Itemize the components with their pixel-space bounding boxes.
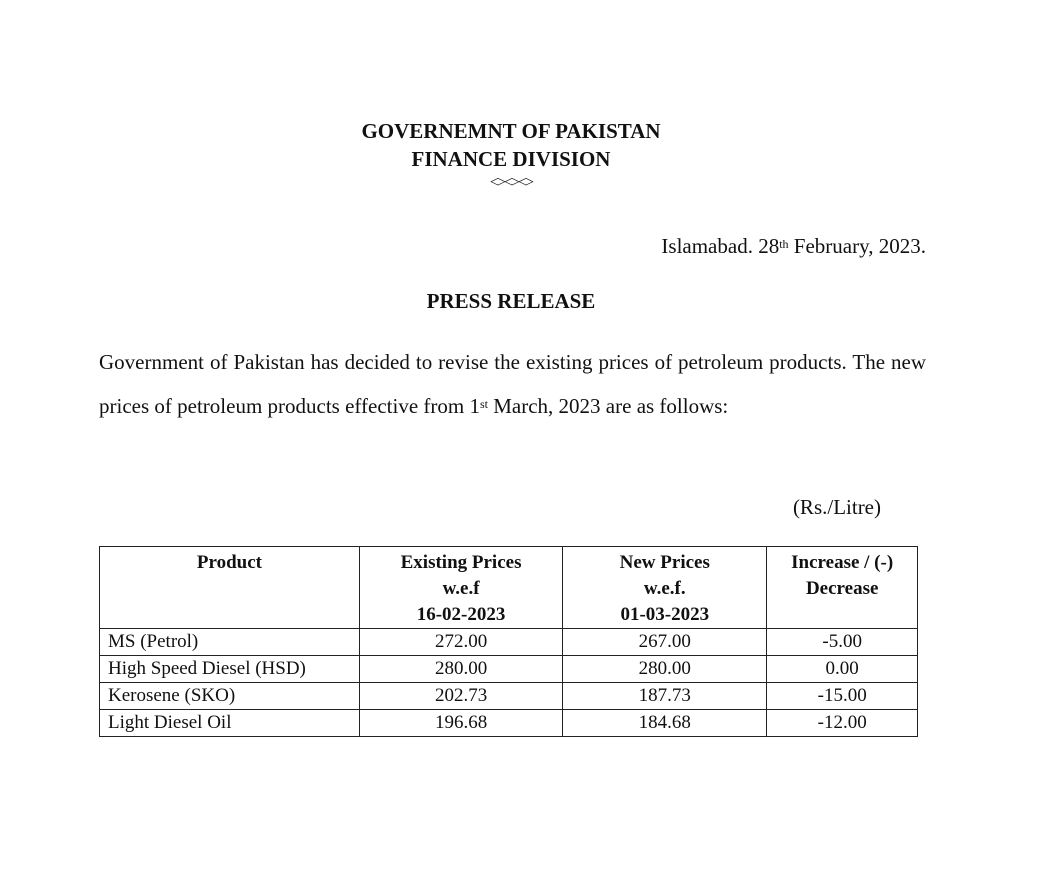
cell-existing-price: 272.00 — [359, 629, 562, 656]
dateline-suffix: th — [779, 237, 789, 251]
cell-product: MS (Petrol) — [100, 629, 360, 656]
body-paragraph — [99, 340, 926, 428]
body-date-suffix: st — [479, 397, 488, 411]
unit-label: (Rs./Litre) — [792, 495, 881, 519]
cell-new-price: 280.00 — [563, 656, 767, 683]
cell-new-price: 187.73 — [563, 683, 767, 710]
header-new-prices: New Prices w.e.f. 01-03-2023 — [563, 547, 767, 629]
page-title: PRESS RELEASE — [426, 289, 596, 313]
header-division: FINANCE DIVISION — [411, 147, 611, 171]
cell-new-price: 184.68 — [563, 710, 767, 737]
cell-product: Light Diesel Oil — [100, 710, 360, 737]
price-table — [99, 546, 918, 737]
table-header-row — [100, 547, 918, 629]
cell-existing-price: 202.73 — [359, 683, 562, 710]
table-row — [100, 710, 918, 737]
dateline-rest: February, 2023. — [788, 234, 926, 258]
dateline-place: Islamabad. 28 — [661, 234, 780, 258]
table-row — [100, 656, 918, 683]
header-government: GOVERNEMNT OF PAKISTAN — [361, 119, 661, 143]
cell-new-price: 267.00 — [563, 629, 767, 656]
cell-product: Kerosene (SKO) — [100, 683, 360, 710]
header-product: Product — [100, 547, 360, 629]
header-change: Increase / (-) Decrease — [767, 547, 918, 629]
header-existing-prices: Existing Prices w.e.f 16-02-2023 — [359, 547, 562, 629]
cell-change: 0.00 — [767, 656, 918, 683]
body-text-part2: March, 2023 are as follows: — [488, 394, 729, 418]
cell-product: High Speed Diesel (HSD) — [100, 656, 360, 683]
cell-existing-price: 280.00 — [359, 656, 562, 683]
cell-change: -12.00 — [767, 710, 918, 737]
dateline — [661, 232, 926, 260]
cell-existing-price: 196.68 — [359, 710, 562, 737]
cell-change: -15.00 — [767, 683, 918, 710]
table-row — [100, 629, 918, 656]
ornament-divider: <><><> — [489, 174, 533, 191]
cell-change: -5.00 — [767, 629, 918, 656]
body-text-part1: Government of Pakistan has decided to revise the existing prices of petroleum products. The new prices of petroleum products effective from 1 — [99, 350, 926, 418]
table-row — [100, 683, 918, 710]
